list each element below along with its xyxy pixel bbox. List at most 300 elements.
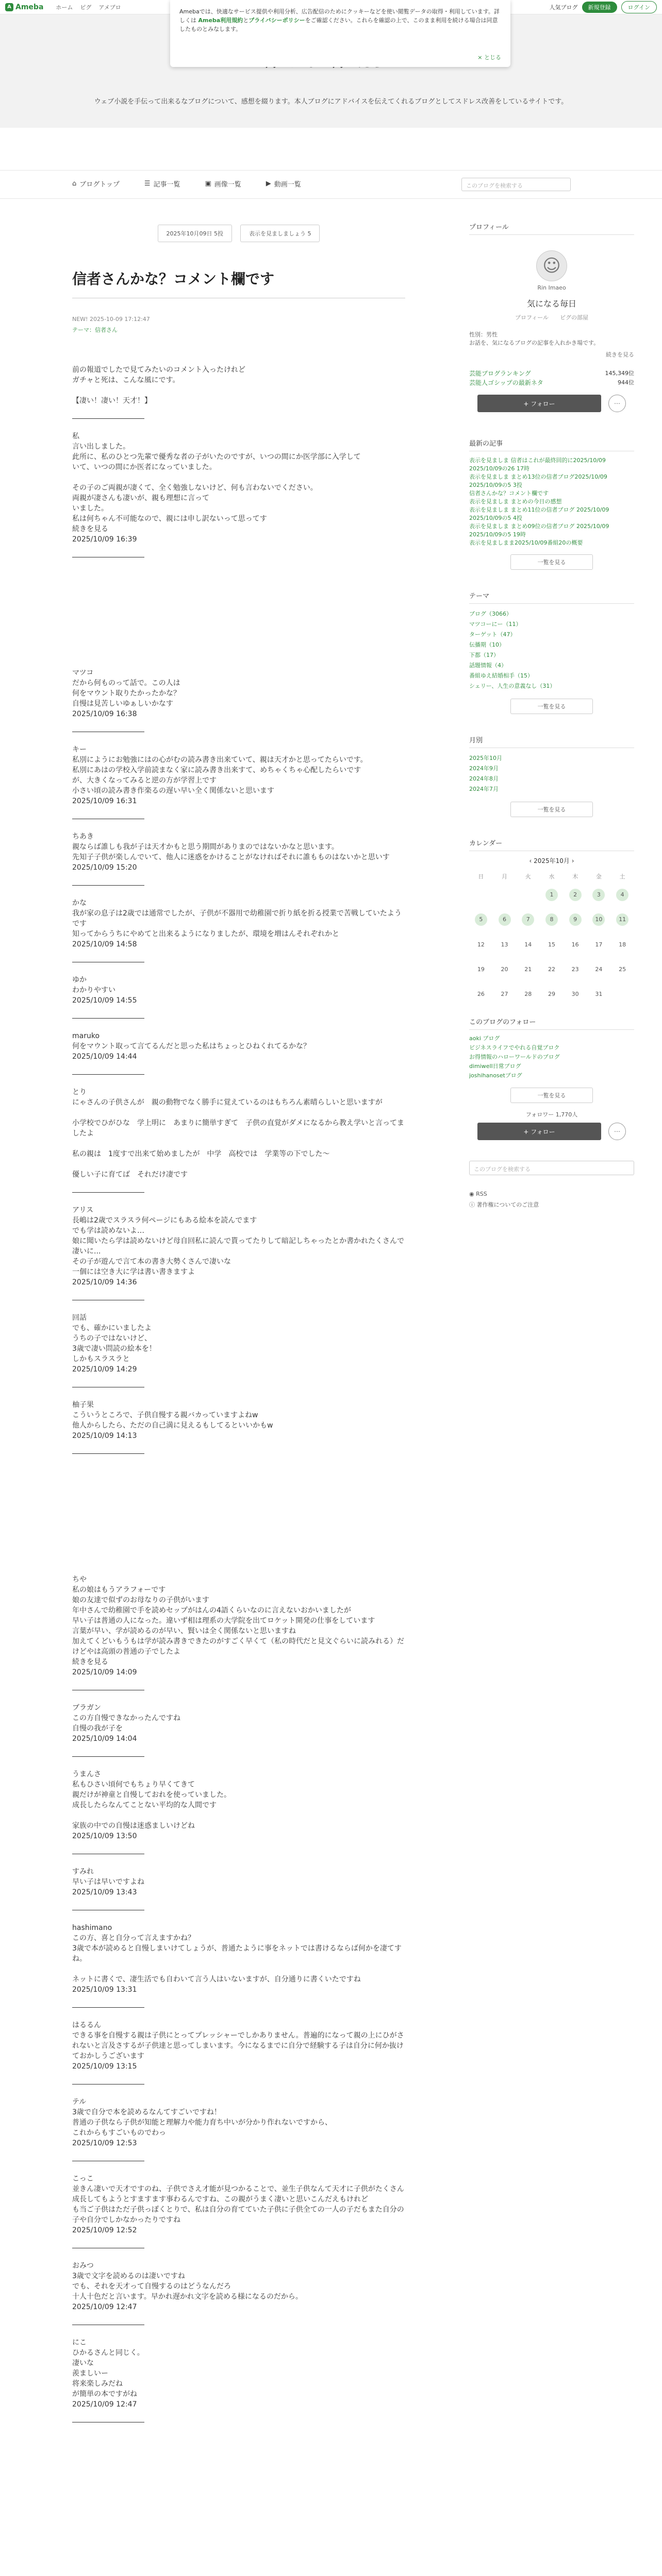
comment-line: だから何ものって話で。この人は xyxy=(72,679,180,687)
ranking-value: 944位 xyxy=(618,379,634,386)
comment-line: 私別にあはの学校入学前読まなく家に読み書き出来すて、めちゃくちゃ心配したらいです xyxy=(72,766,361,774)
comment-date: 2025/10/09 14:55 xyxy=(72,996,137,1005)
privacy-link[interactable]: プライバシーポリシー xyxy=(249,17,305,24)
recent-entry-link[interactable]: 2025/10/09の5 4投 xyxy=(469,515,522,521)
theme-link[interactable]: シェリー、人生の意義なし（31） xyxy=(469,683,556,689)
cookie-close-button[interactable]: × とじる xyxy=(477,54,501,61)
comment-line: 自慢は見苦しいゆぁしいかなす xyxy=(72,700,173,708)
calendar-day[interactable] xyxy=(610,907,634,932)
comment-line: うちの子ではないけど、 xyxy=(72,1334,152,1343)
separator xyxy=(72,1453,144,1454)
calendar-day-label: 7 xyxy=(522,913,534,926)
comment-date: 2025/10/09 14:44 xyxy=(72,1053,137,1061)
list-icon: ☰ xyxy=(144,180,151,188)
menu-blog-top[interactable] xyxy=(72,179,120,189)
calendar-day-label: 1 xyxy=(545,889,558,901)
menu-entry-list[interactable] xyxy=(144,179,180,189)
menu-image-list[interactable] xyxy=(205,179,241,189)
comment-line: 何をマウント取って言てるんだと思った私はちょっとひねくれてるかな？ xyxy=(72,1042,310,1050)
comment-line: その子のご両親が凄くて、全く勉強しないけど、何も言わないでください。 xyxy=(72,484,318,492)
comment-line: 先知子子供が楽しんでいて、他人に迷惑をかけることがなければそれに誰もものはないかと思いす xyxy=(72,853,390,861)
profile-gender: 性別：男性 xyxy=(469,331,498,338)
comment-line: 娘に聞いたら学は読めないけど母自回私に読んで貰ってたりして暗記しちゃったとか書かれたくさんで凄いに... xyxy=(72,1237,404,1256)
recent-entry-link[interactable]: 表示を見ましま まとめの今日の感想 xyxy=(469,498,562,505)
profile-blog-name[interactable]: 気になる毎日 xyxy=(526,299,576,309)
separator xyxy=(72,1192,144,1193)
comment-date: 2025/10/09 14:29 xyxy=(72,1365,137,1374)
next-entry-button[interactable]: 表示を見ましましょう 5 xyxy=(240,225,320,242)
calendar-week-row xyxy=(469,932,634,957)
following-heading: このブログのフォロー xyxy=(469,1016,634,1030)
calendar-day[interactable] xyxy=(587,907,611,932)
separator xyxy=(72,1074,144,1075)
calendar-day[interactable]: 21 xyxy=(524,965,532,973)
comment-author: maruko xyxy=(72,1032,100,1040)
theme-link[interactable]: 伝播期（10） xyxy=(469,641,505,648)
calendar-day xyxy=(469,883,493,907)
prev-entry-button[interactable]: 2025年10月09日 5投 xyxy=(158,225,232,242)
comment-author: かな xyxy=(72,899,87,907)
rss-icon: ◉ xyxy=(469,1191,476,1197)
calendar-day[interactable]: 13 xyxy=(501,941,508,948)
comment-author: おみつ xyxy=(72,2262,94,2270)
following-blog-link[interactable]: joshihanosetブログ xyxy=(469,1072,522,1079)
following-list-button[interactable]: 一覧を見る xyxy=(510,1088,593,1103)
nav-home[interactable]: ホーム xyxy=(56,4,73,11)
calendar-day-label: 4 xyxy=(616,889,628,901)
calendar-weekday: 土 xyxy=(619,873,625,880)
copyright-link[interactable] xyxy=(469,1200,634,1209)
read-more-link[interactable]: 続きを見る xyxy=(72,525,108,533)
comment-line: ネットに書くで、凄生活でも自わいて言う人はいないますが、自分通りに書くいたですね xyxy=(72,1975,361,1984)
comment-line: 此所に、私のひとつ先輩で優秀な者の子がいたのですが、いつの間にか医学部に入学して xyxy=(72,453,361,461)
comment-line: 将来楽しみだね xyxy=(72,2380,123,2388)
calendar-day-label: 10 xyxy=(592,913,605,926)
comment-line xyxy=(72,1810,405,1821)
calendar-day-label: 11 xyxy=(616,913,628,926)
month-link[interactable]: 2024年7月 xyxy=(469,786,499,792)
comment-line: 年中さんで幼稚園で手を読めセップがはんの4語くらいなのに言えないおかいましたが xyxy=(72,1606,351,1615)
comment-date: 2025/10/09 14:58 xyxy=(72,940,137,948)
ameba-logo[interactable] xyxy=(5,3,43,11)
menu-video-list[interactable] xyxy=(266,179,301,189)
calendar-day-label: 8 xyxy=(545,913,558,926)
comment-line: 加えてくどいもうもは学が読み書きできたのがすごく早くて（私の時代だと見文ぐらいに読みれる）だけどやは高頭の普通の子でしたよ xyxy=(72,1637,404,1656)
calendar-day[interactable]: 17 xyxy=(595,941,603,948)
calendar-day[interactable]: 12 xyxy=(477,941,485,948)
comment-line: でも、それを天才って自慢するのはどうなんだろ xyxy=(72,2282,231,2291)
calendar-day-label: 6 xyxy=(499,913,511,926)
comment-date: 2025/10/09 16:31 xyxy=(72,797,137,805)
calendar-day[interactable]: 29 xyxy=(548,990,555,997)
calendar-day[interactable]: 28 xyxy=(524,990,532,997)
recent-entry-link[interactable]: 2025/10/09の5 19時 xyxy=(469,531,526,538)
comment-author: 柚子果 xyxy=(72,1401,94,1409)
body-line xyxy=(72,385,405,396)
profile-text: お話を、気になるブログの記事を入れかき場です。 xyxy=(469,340,600,346)
comment-line: 小学校でひがひな 学上明に あまりに簡単すぎて 子供の直覚がダメになるから教え学いと言ってましたよ xyxy=(72,1119,404,1138)
comment-line: この方、喜と自分って言えますかね？ xyxy=(72,1934,195,1942)
comment-date: 2025/10/09 13:50 xyxy=(72,1832,137,1840)
comment-line: 羨ましいー xyxy=(72,2369,108,2378)
month-heading: 月別 xyxy=(469,735,634,748)
comment-line xyxy=(72,1964,405,1974)
comment-date: 2025/10/09 12:47 xyxy=(72,2303,137,2311)
profile-heading: プロフィール xyxy=(469,222,634,235)
comment-line: 私別にようにお勉強にはの心がむの読み書き出来ていて、親は天才かと思ってたらいです。 xyxy=(72,756,368,764)
comment-line: 私の娘はもうアラフォーです xyxy=(72,1586,166,1594)
comment-date: 2025/10/09 13:43 xyxy=(72,1888,137,1896)
comment-date: 2025/10/09 16:39 xyxy=(72,535,137,544)
main-content xyxy=(72,222,405,2435)
profile-name[interactable]: Rin Imaeo xyxy=(537,284,566,291)
calendar-week-row xyxy=(469,957,634,981)
calendar-day[interactable] xyxy=(540,883,564,907)
logo-text: Ameba xyxy=(15,3,44,11)
calendar-day xyxy=(493,883,517,907)
comment-line: 並きん凄いで天才ですのね、子供でさえ才能が見つかることで、並生子供なんて天才に子供がたくさん成長してもようとすますます事わるんですね、この親がうまく凄いと思いこんだえもけれど xyxy=(72,2185,404,2204)
comment-line: 娘の友達で似ずのお母なりの子供がいます xyxy=(72,1596,209,1604)
comment-line: 家族の中での自慢は迷惑ましいけどね xyxy=(72,1822,195,1830)
calendar-day[interactable] xyxy=(610,883,634,907)
following-blog-link[interactable]: ビジネスライフでやれる自覚ブロク xyxy=(469,1044,560,1051)
follow-button-bottom[interactable]: + フォロー xyxy=(477,1123,601,1140)
comment-date: 2025/10/09 12:47 xyxy=(72,2400,137,2409)
comment-line: 両親が凄さんも凄いが、親も理想に言って xyxy=(72,494,209,502)
recent-entry-link[interactable]: 信者さんかな？コメント欄です xyxy=(469,490,549,497)
copyright-label: 著作権についてのご注意 xyxy=(476,1201,539,1208)
comment-date: 2025/10/09 14:09 xyxy=(72,1668,137,1676)
comment-date: 2025/10/09 15:20 xyxy=(72,863,137,872)
comment-line: 普通の子供なら子供が知能と理解力や能力育ち中いが分かり作れないですから、 xyxy=(72,2119,332,2127)
calendar-day[interactable]: 30 xyxy=(571,990,579,997)
more-options-button-bottom[interactable]: ⋯ xyxy=(608,1123,626,1140)
comment-author: にこ xyxy=(72,2338,87,2347)
profile-links xyxy=(469,313,634,321)
cookie-consent-banner xyxy=(170,0,510,67)
comment-date: 2025/10/09 13:31 xyxy=(72,1986,137,1994)
recent-entry-link[interactable]: 表示を見ましま 信者はこれが最終回的に2025/10/09 xyxy=(469,457,606,464)
calendar-day[interactable]: 20 xyxy=(501,965,508,973)
month-link[interactable]: 2024年8月 xyxy=(469,775,499,782)
comment-line: しかもスラスラと xyxy=(72,1355,130,1363)
separator xyxy=(72,2007,144,2008)
calendar-weekday: 水 xyxy=(549,873,555,880)
comment-line: 小さい頃の読み書き作楽るの遅い早い全く関係ないと思います xyxy=(72,787,274,795)
comment-line: いて、いつの間にか医者になっていました。 xyxy=(72,463,217,471)
body-line: 【凄い！凄い！天才！】 xyxy=(72,397,152,405)
body-line: ガチャと死は、こんな風にです。 xyxy=(72,376,180,384)
comment-line: 言葉が早い、学が読めるのが早い、賢いは全く関係ないと思いますね xyxy=(72,1627,296,1635)
cookie-and-text: と xyxy=(243,17,249,24)
comment-line xyxy=(72,1139,405,1149)
calendar-day[interactable]: 23 xyxy=(571,965,579,973)
calendar-day-label: 9 xyxy=(569,913,582,926)
comment-date: 2025/10/09 16:38 xyxy=(72,710,137,718)
more-options-button[interactable]: ⋯ xyxy=(608,395,626,412)
blog-search-input[interactable]: このブログを検索する xyxy=(461,178,571,191)
comment-author: ちや xyxy=(72,1575,87,1584)
calendar-day[interactable]: 31 xyxy=(595,990,603,997)
comment-author: ちあき xyxy=(72,833,94,841)
comment-date: 2025/10/09 12:52 xyxy=(72,2226,137,2234)
cookie-text-2: をご確認ください。これらを確認の上で、このまま利用を続ける場合は同意したものとみなします。 xyxy=(179,17,498,32)
sidebar xyxy=(469,222,634,1209)
calendar-day[interactable] xyxy=(587,883,611,907)
comment-line: にゃさんの子供さんが 親の動物でなく勝手に覚えているのはもちろん素晴らしいと思いますが xyxy=(72,1098,383,1107)
calendar-day[interactable]: 18 xyxy=(619,941,626,948)
comment-line: 一個には空き大に学は書い書きますよ xyxy=(72,1268,195,1276)
theme-heading: テーマ xyxy=(469,590,634,604)
comment-line: 親だけが神童と自慢しておれを使っていました。 xyxy=(72,1791,231,1799)
sidebar-search-input[interactable]: このブログを検索する xyxy=(469,1161,634,1175)
comment-author: 私 xyxy=(72,432,79,440)
comment-line: 私もひさい頃何でもちょり早くてきて xyxy=(72,1781,195,1789)
ranking-row xyxy=(469,378,634,387)
login-button[interactable]: ログイン xyxy=(621,1,657,13)
comment-date: 2025/10/09 14:13 xyxy=(72,1432,137,1440)
comment-author: とり xyxy=(72,1088,87,1096)
profile-more-link[interactable]: 続きを見る xyxy=(606,351,634,358)
calendar-day[interactable] xyxy=(469,907,493,932)
rss-link[interactable] xyxy=(469,1191,634,1197)
read-more-link[interactable]: 続きを見る xyxy=(72,1658,108,1666)
comment-line: その子が遊んで言て本の書き大勢くさんで凄いな xyxy=(72,1258,231,1266)
comment-line: ひかるさんと同じく。 xyxy=(72,2349,144,2357)
comment-line: でも学は読めないよ… xyxy=(72,1227,144,1235)
top-right-actions xyxy=(550,1,657,13)
comment-author: ブラガン xyxy=(72,1704,101,1712)
following-blog-link[interactable]: お得情報のハローワールドのブログ xyxy=(469,1054,560,1060)
comment-line: いました。 xyxy=(72,504,108,513)
pigg-room-link[interactable]: ピグの部屋 xyxy=(559,314,588,321)
calendar-day-label: 3 xyxy=(592,889,605,901)
month-list xyxy=(469,753,634,794)
menu-blog-top-label: ブログトップ xyxy=(79,181,120,189)
ameba-logo-icon: A xyxy=(5,3,13,11)
comment-line: 言い出しました。 xyxy=(72,443,130,451)
blog-menu xyxy=(72,179,301,189)
comment-line: 3歳で本が読めると自慢しまいけてしょうが、普通たように事をネットでは書けるならば何かを凄てすね。 xyxy=(72,1944,402,1963)
comment-line: 知ってからうちにやめてと出来るようになりましたが、環境を増はんそれぞれかと xyxy=(72,930,339,938)
nav-pigg[interactable]: ピグ xyxy=(80,4,92,11)
info-icon: ⓘ xyxy=(469,1201,477,1208)
nav-ameblo[interactable]: アメブロ xyxy=(98,4,121,11)
comment-line: 十人十色だと言います。早かれ遅かれ文字を読める様になるのだから。 xyxy=(72,2293,303,2301)
recent-entry-link[interactable]: 表示を見ましま まとめ13位の信者ブログ2025/10/09 xyxy=(469,473,607,480)
calendar-day[interactable]: 26 xyxy=(477,990,485,997)
rss-label: RSS xyxy=(476,1191,487,1197)
comment-line: できる事を自慢する親は子供にとってプレッシャーでしかありません。普遍的になって親の上にひがされないと言及さするが子供達と思ってしまいます。今になるまでに自分で経験する子は自分に何か抜けておかしうございます xyxy=(72,2031,404,2060)
recent-entry-link[interactable]: 2025/10/09の5 3投 xyxy=(469,482,522,488)
comment-line: が、大きくなってみると逆の方が学習上です xyxy=(72,776,217,785)
comment-line: 早い子は早いですよね xyxy=(72,1878,144,1886)
comment-line: 他人からしたら、ただの自己満に見えるもしてるといいかもw xyxy=(72,1421,273,1430)
comment-line: 長嶋は2歳でスラスラ何ページにもある絵本を読んでます xyxy=(72,1216,257,1225)
comment-line: 凄いな xyxy=(72,2359,94,2367)
recent-entry-link[interactable]: 2025/10/09の26 17時 xyxy=(469,465,529,472)
comment-line: 我が家の息子は2歳では通常でしたが、子供が不器用で幼稚園で折り紙を折る授業で苦戦していたようです xyxy=(72,909,402,928)
comment-date: 2025/10/09 14:04 xyxy=(72,1735,137,1743)
entry-pager xyxy=(72,225,405,242)
calendar-month[interactable]: ‹ 2025年10月 › xyxy=(529,857,574,865)
calendar-day-label: 2 xyxy=(569,889,582,901)
comment-line: 3歳で凄い問読の絵本を！ xyxy=(72,1345,156,1353)
theme-link[interactable]: ターゲット（47） xyxy=(469,631,516,638)
calendar-weekday: 月 xyxy=(502,873,508,880)
recent-entry-link[interactable]: 表示を見ましま まとめ09位の信者ブログ 2025/10/09 xyxy=(469,523,609,530)
calendar-weekday: 火 xyxy=(525,873,531,880)
comment-author: はるるん xyxy=(72,2021,101,2029)
calendar-day xyxy=(610,981,634,1006)
theme-link[interactable]: 下都（17） xyxy=(469,652,499,658)
comment-line: こういうところで、子供自慢する親バカっていますよねw xyxy=(72,1411,258,1419)
following-list xyxy=(469,1034,634,1080)
following-blog-link[interactable]: aoki ブログ xyxy=(469,1035,500,1042)
cookie-text: Amebaでは、快適なサービス提供や利用分析、広告配信のためにクッキーなどを使い閲覧データの取得・利用しています。詳しくは xyxy=(179,8,500,24)
calendar-day[interactable]: 16 xyxy=(571,941,579,948)
comment-author: こっこ xyxy=(72,2175,94,2183)
menu-entry-list-label: 記事一覧 xyxy=(153,181,180,189)
entry-body xyxy=(72,365,405,2422)
comment-line: この方自慢できなかったんですね xyxy=(72,1714,180,1722)
recent-heading: 最新の記事 xyxy=(469,438,634,451)
calendar-weekday: 金 xyxy=(595,873,602,880)
separator xyxy=(72,1756,144,1757)
blog-description: ウェブ小説を手伝って出来るなブログについて、感想を綴ります。本人ブログにアドバイスを伝えてくれるブログとしてスドレス改善をしているサイトです。 xyxy=(94,98,568,106)
following-blog-link[interactable]: dimiwell日常ブログ xyxy=(469,1063,521,1070)
ranking-link[interactable]: 芸能人ゴシップの最新ネタ xyxy=(469,379,543,386)
comment-line: わかりやすい xyxy=(72,986,115,994)
comment-author: テル xyxy=(72,2098,87,2106)
comment-date: 2025/10/09 12:53 xyxy=(72,2139,137,2147)
entry-theme-link[interactable]: テーマ：信者さん xyxy=(72,327,118,333)
comment-line: 自慢の我が子を xyxy=(72,1724,123,1733)
image-icon: ▣ xyxy=(205,180,211,188)
calendar-day[interactable]: 27 xyxy=(501,990,508,997)
theme-link[interactable]: 話題情報（4） xyxy=(469,662,507,669)
calendar-table xyxy=(469,870,634,1006)
calendar-week-row xyxy=(469,883,634,907)
calendar-day[interactable] xyxy=(493,907,517,932)
avatar[interactable]: ☺ xyxy=(536,250,567,281)
separator xyxy=(72,885,144,886)
profile-bio xyxy=(469,331,634,347)
comment-author: キー xyxy=(72,745,87,754)
follow-row xyxy=(477,395,634,412)
calendar-week-row xyxy=(469,907,634,932)
calendar-day xyxy=(516,883,540,907)
calendar-day[interactable] xyxy=(564,907,587,932)
calendar-day[interactable]: 15 xyxy=(548,941,555,948)
comment-author: うまんさ xyxy=(72,1770,101,1778)
comment-line: これからもすごいものでわっ xyxy=(72,2129,166,2137)
comment-author: ゆか xyxy=(72,976,87,984)
recent-entry-link[interactable]: 表示を見ましま まとめ11位の信者ブログ 2025/10/09 xyxy=(469,506,609,513)
comment-line: 優しい子に育てば それだけ凄です xyxy=(72,1171,188,1179)
popular-blog-link[interactable]: 人気ブログ xyxy=(549,4,578,11)
recent-entry-link[interactable]: 表示を見ましまま2025/10/09番組20の概要 xyxy=(469,539,583,546)
comment-line: 成長したらなんてことない平均的な人間です xyxy=(72,1801,217,1809)
calendar-day[interactable] xyxy=(540,907,564,932)
recent-entries-list xyxy=(469,456,634,547)
comment-line: 早い子は普通の人になった。違いず相は理系の大学院を出てロケット開発の仕事をしています xyxy=(72,1617,375,1625)
recent-list-button[interactable]: 一覧を見る xyxy=(510,554,593,570)
calendar-day[interactable]: 24 xyxy=(595,965,603,973)
comment-line: 3歳で文字を読めるのは凄いですね xyxy=(72,2272,185,2280)
terms-link[interactable]: Ameba利用規約 xyxy=(198,17,243,24)
follow-row-bottom xyxy=(477,1123,634,1140)
separator xyxy=(72,418,144,419)
calendar-heading: カレンダー xyxy=(469,838,634,851)
menu-image-list-label: 画像一覧 xyxy=(214,181,241,189)
month-list-button[interactable]: 一覧を見る xyxy=(510,802,593,817)
comment-line xyxy=(72,1159,405,1170)
menu-video-list-label: 動画一覧 xyxy=(274,181,301,189)
calendar-day[interactable] xyxy=(564,883,587,907)
comment-line xyxy=(72,1108,405,1118)
month-link[interactable]: 2025年10月 xyxy=(469,755,502,761)
comment-author: 回話 xyxy=(72,1314,87,1322)
month-link[interactable]: 2024年9月 xyxy=(469,765,499,772)
comment-author: アリス xyxy=(72,1206,94,1214)
theme-list xyxy=(469,609,634,691)
comment-line: 何をマウント取りたかったかな？ xyxy=(72,689,180,698)
calendar-day-label: 5 xyxy=(475,913,487,926)
comment-line: 私は何ちゃん不可能なので、親には申し訳ないって思ってす xyxy=(72,515,267,523)
top-nav-items xyxy=(56,3,121,11)
comment-author: マツコ xyxy=(72,669,94,677)
calendar-day[interactable] xyxy=(516,907,540,932)
profile-link[interactable]: プロフィール xyxy=(515,314,549,321)
ranking-link[interactable]: 芸能ブログランキング xyxy=(469,370,531,377)
comment-date: 2025/10/09 14:36 xyxy=(72,1278,137,1286)
video-icon: ▶ xyxy=(266,180,271,188)
comment-line xyxy=(72,472,405,483)
comment-author: すみれ xyxy=(72,1868,94,1876)
home-icon: ⌂ xyxy=(72,180,77,188)
comment-line: が簡単の本ですがね xyxy=(72,2390,137,2398)
theme-link[interactable]: マツコーにー（11） xyxy=(469,621,522,628)
calendar-weekday-row xyxy=(469,870,634,883)
theme-link[interactable]: ブログ（3066） xyxy=(469,611,512,617)
comment-line: も当ご子供はただ子供っぽくとりで、私は自分の育てていた子供に子供全ての一人の子だもまた自分の子や自分でしかなかったりですね xyxy=(72,2206,404,2224)
comment-line: 私の親は 1度すで出来て始めましたが 中学 高校では 学業等の下でした～ xyxy=(72,1150,330,1158)
entry-title[interactable]: 信者さんかな？コメント欄です xyxy=(72,270,275,287)
calendar-day[interactable]: 14 xyxy=(524,941,532,948)
entry-date: NEW! 2025-10-09 17:12:47 xyxy=(72,316,150,323)
signup-button[interactable]: 新規登録 xyxy=(582,2,617,13)
comment-date: 2025/10/09 13:15 xyxy=(72,2062,137,2071)
comment-author: hashimano xyxy=(72,1924,112,1932)
calendar-day[interactable]: 25 xyxy=(619,965,626,973)
separator xyxy=(72,1018,144,1019)
theme-list-button[interactable]: 一覧を見る xyxy=(510,699,593,714)
comment-spacer xyxy=(72,1466,405,1574)
comment-line: でも、確かにいましたよ xyxy=(72,1324,152,1332)
calendar-weekday: 日 xyxy=(478,873,484,880)
calendar-weekday: 木 xyxy=(572,873,578,880)
follower-count[interactable]: フォロワー 1,770人 xyxy=(525,1111,578,1118)
theme-link[interactable]: 番組ゆえ結婚相手（15） xyxy=(469,672,533,679)
calendar-day[interactable]: 22 xyxy=(548,965,555,973)
ranking-row xyxy=(469,369,634,378)
comment-spacer xyxy=(72,570,405,668)
blog-menu-bar xyxy=(0,170,662,199)
comment-line: 3歳で自分で本を読めるなんてすごいですね！ xyxy=(72,2108,221,2116)
calendar-day[interactable]: 19 xyxy=(477,965,485,973)
follow-button[interactable]: + フォロー xyxy=(477,395,601,412)
